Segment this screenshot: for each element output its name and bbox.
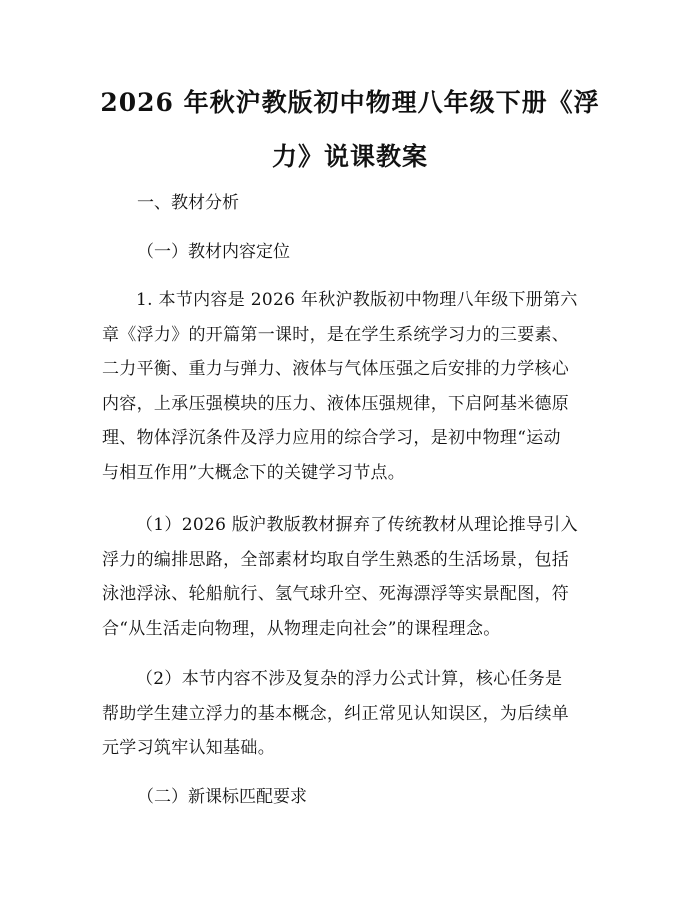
paragraph-1-line: 内容，上承压强模块的压力、液体压强规律，下启阿基米德原 bbox=[102, 393, 570, 414]
paragraph-3-line: 元学习筑牢认知基础。 bbox=[102, 738, 275, 758]
title-line-2: 力》说课教案 bbox=[271, 142, 428, 171]
paragraph-1-line: 理、物体浮沉条件及浮力应用的综合学习，是初中物理“运动 bbox=[102, 428, 561, 448]
paragraph-3-line: （2）本节内容不涉及复杂的浮力公式计算，核心任务是 bbox=[136, 669, 563, 689]
paragraph-2-line: 浮力的编排思路，全部素材均取自学生熟悉的生活场景，包括 bbox=[102, 549, 570, 570]
paragraph-1-line: 二力平衡、重力与弹力、液体与气体压强之后安排的力学核心 bbox=[102, 359, 570, 379]
document-title bbox=[95, 76, 605, 184]
paragraph-2 bbox=[102, 508, 598, 646]
paragraph-1-line: 章《浮力》的开篇第一课时，是在学生系统学习力的三要素、 bbox=[102, 324, 570, 345]
paragraph-2-line: 泳池浮泳、轮船航行、氢气球升空、死海漂浮等实景配图，符 bbox=[102, 584, 570, 604]
paragraph-3-line: 帮助学生建立浮力的基本概念，纠正常见认知误区，为后续单 bbox=[102, 703, 570, 724]
subheading-curriculum-requirements: （二）新课标匹配要求 bbox=[137, 787, 307, 807]
paragraph-3 bbox=[102, 662, 598, 766]
section-heading-textbook-analysis: 一、教材分析 bbox=[137, 193, 239, 213]
title-line-1: 2026 年秋沪教版初中物理八年级下册《浮 bbox=[100, 88, 600, 117]
paragraph-2-line: 合“从生活走向物理，从物理走向社会”的课程理念。 bbox=[102, 618, 501, 639]
paragraph-1-line: 1. 本节内容是 2026 年秋沪教版初中物理八年级下册第六 bbox=[136, 290, 578, 310]
paragraph-1-line: 与相互作用”大概念下的关键学习节点。 bbox=[102, 462, 406, 483]
paragraph-2-line: （1）2026 版沪教版教材摒弃了传统教材从理论推导引入 bbox=[136, 515, 578, 535]
subheading-content-positioning: （一）教材内容定位 bbox=[137, 242, 290, 262]
paragraph-1 bbox=[102, 283, 598, 490]
